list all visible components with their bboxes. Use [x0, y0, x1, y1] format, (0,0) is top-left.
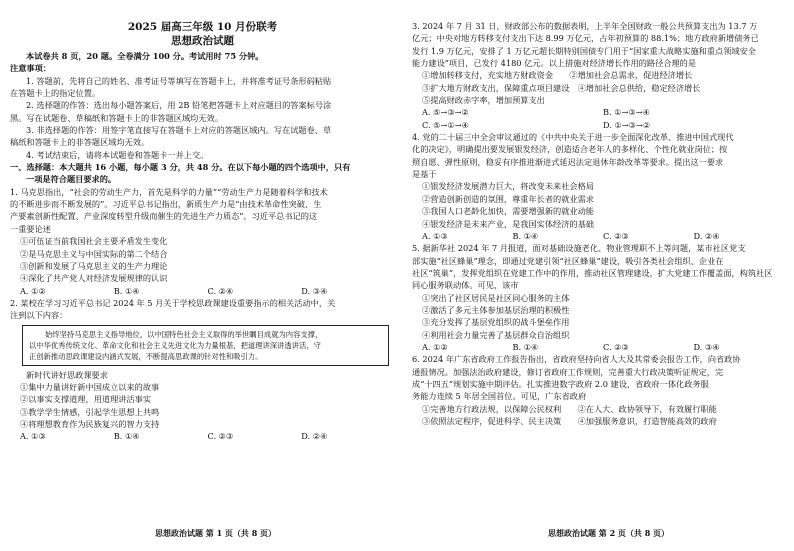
left-lines-line: 在答题卡上的指定位置。 — [10, 88, 101, 99]
q2-stem-line-2: 注到以下内容： — [10, 310, 68, 321]
q2-after-line: ②以事实支撑道理，用道理讲活事实 — [20, 394, 152, 405]
q4-lines-line: 化的决定》，明确提出要发展银发经济，创造适合老年人的多样化、个性化就业岗位；按 — [412, 144, 728, 155]
q3-option-d: D. ①→③→② — [603, 119, 651, 130]
q4-options — [412, 230, 784, 242]
q5-option-c: C. ②③ — [603, 341, 629, 352]
q4-option-d: D. ②④ — [693, 230, 720, 241]
q2-stem-line-1: 2. 某校在学习习近平总书记 2024 年 5 月关于学校思政课建设重要指示的相关活动中，关 — [10, 297, 336, 308]
instructions-and-q1 — [10, 50, 395, 285]
q6-block — [412, 353, 784, 427]
q2-option-a: A. ①③ — [20, 431, 46, 442]
q1-option-a: A. ①② — [20, 285, 46, 296]
q1-options — [10, 285, 395, 297]
q5-block — [412, 242, 784, 341]
left-lines-line: 注意事项： — [10, 63, 51, 74]
left-lines-line: 一、选择题：本大题共 16 小题，每小题 3 分，共 48 分。在以下每小题的四个选项中，只有 — [10, 162, 351, 173]
q4-lines-line: ③我国人口老龄化加快，需要增强新的就业动能 — [422, 206, 594, 217]
q5-lines-line: ①突出了社区居民是社区同心服务的主体 — [422, 292, 570, 303]
q2-quote-box — [22, 325, 389, 366]
q3-lines-line: 能力建设”项目，已发行 4180 亿元。以上措施对经济增长作用的路径合理的是 — [412, 58, 697, 69]
q2-option-c: C. ②③ — [207, 431, 234, 442]
q3-block — [412, 20, 784, 106]
left-lines-line: ③创新和发展了马克思主义的生产力理论 — [20, 260, 168, 271]
q4-option-b: B. ①④ — [512, 230, 539, 241]
q4-lines-line: 照自愿、弹性原则，稳妥有序推进渐进式延迟法定退休年龄改革等要求。提出这一要求 — [412, 156, 724, 167]
q6-lines-line: 通报情况。加强法治政府建设，修订省政府工作规则，完善重大行政决策听证规定，完 — [412, 366, 724, 377]
left-lines-line: 一重要论述 — [10, 223, 51, 234]
q1-option-d: D. ③④ — [301, 285, 328, 296]
q2-box-line: 正创新推动思政课建设内涵式发展，不断提高思政课的针对性和吸引力。 — [29, 351, 263, 361]
left-lines-line: 的不断进步而不断发展的”。习近平总书记指出，新质生产力是“由技术革命性突破、生 — [10, 199, 322, 210]
q3-lines-line: 3. 2024 年 7 月 31 日，财政部公布的数据表明，上半年全国财政一般公共预算支出为 13.7 万 — [412, 21, 758, 31]
q6-lines-line: 成“十四五”规划实施中期评估。扎实推进数字政府 2.0 建设，省政府一体化政务服 — [412, 378, 709, 389]
left-lines-line: 3. 非选择题的作答：用签字笔直接写在答题卡上对应的答题区域内。写在试题卷、草 — [26, 125, 332, 136]
left-lines-line: 2. 选择题的作答：选出每小题答案后，用 2B 铅笔把答题卡上对应题目的答案标号涂 — [26, 100, 332, 111]
left-lines-line: 一项是符合题目要求的。 — [26, 174, 117, 185]
q4-lines-line: 4. 党的二十届三中全会审议通过的《中共中央关于进一步全面深化改革、推进中国式现代 — [412, 132, 734, 143]
q3-lines-line: ③扩大地方财政支出，保障重点项目建设 ④增加社会总供给，稳定经济增长 — [422, 82, 701, 93]
page-footer-right: 思想政治试题 第 2 页（共 8 页） — [548, 528, 670, 538]
q2-options — [10, 430, 395, 442]
left-lines-line: ④深化了共产党人对经济发展规律的认识 — [20, 273, 168, 284]
q3-option-a: A. ⑤→③→② — [422, 107, 469, 118]
left-lines-line: 1. 马克思指出，“社会的劳动生产力，首先是科学的力量”“劳动生产力是随着科学和技术 — [10, 186, 328, 197]
q2-box-line: 以中华优秀传统文化、革命文化和社会主义先进文化为力量根基，把道理讲深讲透讲活，守 — [29, 340, 321, 350]
q3-lines-line: ⑤提高财政赤字率，增加预算支出 — [422, 95, 545, 106]
left-lines-line: 产要素创新性配置、产业深度转型升级而催生的先进生产力质态”。习近平总书记的这 — [10, 211, 318, 222]
q5-option-d: D. ③④ — [693, 341, 720, 352]
left-lines-line: 稿纸和答题卡上的非答题区域均无效。 — [10, 137, 150, 148]
q2-statements — [10, 369, 395, 431]
left-lines-line: 1. 答题前，先将自己的姓名、准考证号等填写在答题卡上，并将准考证号条形码粘贴 — [26, 75, 332, 86]
q3-options-row-2 — [412, 119, 784, 131]
q3-option-c: C. ⑤→①→④ — [422, 119, 469, 130]
q3-options-row-1 — [412, 106, 784, 118]
page-footer-left: 思想政治试题 第 1 页（共 8 页） — [155, 528, 277, 538]
q5-lines-line: 同心服务联动体。可见，该市 — [412, 280, 519, 291]
q4-lines-line: 是基于 — [412, 169, 437, 180]
q3-lines-line: 亿元；中央对地方转移支付支出下达 8.99 万亿元，占年初预算的 88.1%；地方政府新增债务已 — [412, 33, 759, 44]
q6-lines-line: 6. 2024 年广东省政府工作报告指出，省政府坚持向省人大及其常委会报告工作，向省政协 — [412, 354, 741, 365]
q4-lines-line: ②营造创新创造的氛围，尊重年长者的就业需求 — [422, 193, 594, 204]
q2-after-line: ③教学学生情感，引起学生思想上共鸣 — [20, 406, 160, 417]
exam-subtitle: 思想政治试题 — [171, 35, 234, 47]
q5-option-b: B. ①④ — [512, 341, 539, 352]
q5-lines-line: 部实施“社区蜂巢”理念，即通过党建引领“社区蜂巢”建设，吸引各类社会组织、企业在 — [412, 255, 724, 266]
q2-option-d: D. ②④ — [301, 431, 328, 442]
q6-lines-line: 务能力连续 5 年居全国首位。可见，广东省政府 — [412, 391, 587, 402]
q4-lines-line: ①银发经济发展潜力巨大，将改变未来社会格局 — [422, 181, 594, 192]
q2-after-line: 新时代讲好思政课要求 — [26, 369, 108, 380]
q2-after-line: ①集中力量讲好新中国成立以来的故事 — [20, 381, 160, 392]
right-column — [412, 20, 784, 427]
q4-option-c: C. ②③ — [603, 230, 629, 241]
q1-option-c: C. ②④ — [207, 285, 234, 296]
q2-box-line: 始终坚持马克思主义指导地位，以中国特色社会主义取得的举世瞩目成就为内容支撑， — [45, 329, 323, 339]
left-lines-line: 4. 考试结束后，请将本试题卷和答题卡一并上交。 — [26, 149, 209, 160]
q4-block — [412, 131, 784, 230]
q5-lines-line: 5. 据新华社 2024 年 7 月报道，面对基础设施老化、物业管理职不上等问题，某市社区党支 — [412, 243, 746, 254]
left-lines-line: 本试卷共 8 页，20 题。全卷满分 100 分。考试用时 75 分钟。 — [26, 51, 264, 61]
q4-lines-line: ④银发经济是未来产业，是我国实体经济的基础 — [422, 218, 594, 229]
left-lines-line: 黑。写在试题卷、草稿纸和答题卡上的非答题区域均无效。 — [10, 112, 223, 123]
exam-title: 2025 届高三年级 10 月份联考 — [127, 21, 278, 33]
q5-option-a: A. ①② — [422, 341, 448, 352]
q2-after-line: ④将理想教育作为民族复兴的智力支持 — [20, 418, 160, 429]
q5-lines-line: 社区“筑巢”，发挥党组织在党建工作中的作用，推动社区管理建设，扩大党建工作覆盖面，构筑社区 — [412, 267, 773, 278]
q3-lines-line: 发行 1.9 万亿元，安排了 1 万亿元超长期特别国债专门用于“国家重大战略实施和重点领域安全 — [412, 45, 756, 56]
q5-lines-line: ③充分发挥了基层党组织的战斗堡垒作用 — [422, 317, 570, 328]
q3-option-b: B. ①→③→④ — [603, 107, 650, 118]
q3-lines-line: ①增加转移支付，充实地方财政资金 ②增加社会总需求，促进经济增长 — [422, 70, 693, 81]
q1-option-b: B. ①④ — [113, 285, 140, 296]
q6-lines-line: ③依照法定程序，促进科学、民主决策 ④加强服务意识，打造智能高效的政府 — [422, 416, 717, 426]
q5-lines-line: ②激活了多元主体参加基层治理的积极性 — [422, 304, 570, 315]
q5-lines-line: ④利用社会力量完善了基层群众自治组织 — [422, 329, 570, 340]
q2-option-b: B. ①④ — [113, 431, 140, 442]
q4-option-a: A. ①③ — [422, 230, 448, 241]
left-lines-line: ②是马克思主义与中国实际的第二个结合 — [20, 248, 168, 259]
q5-options — [412, 341, 784, 353]
left-lines-line: ①可伍证当前我国社会主要矛盾发生变化 — [20, 236, 168, 247]
left-column — [10, 20, 395, 443]
q6-lines-line: ①完善地方行政法规，以保障公民权利 ②在人大、政协领导下，有效履行职能 — [422, 403, 717, 414]
